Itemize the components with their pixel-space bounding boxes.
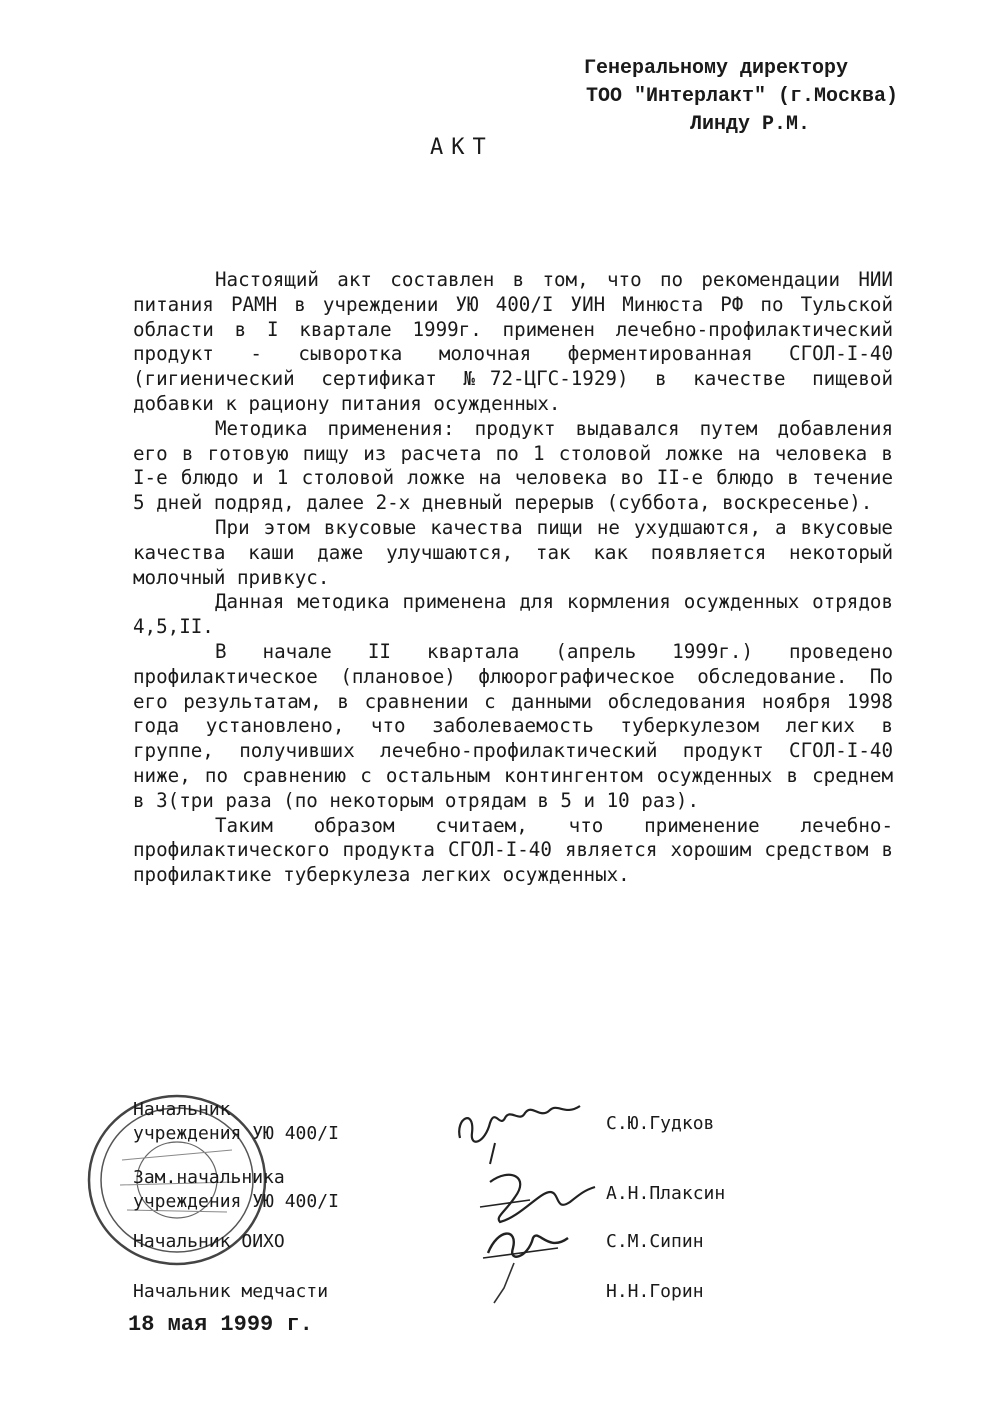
signature-title-3: Начальник ОИХО: [133, 1231, 285, 1252]
signature-title-4: Начальник медчасти: [133, 1281, 329, 1302]
paragraph-method: Методика применения: продукт выдавался путем добавления его в готовую пищу из расчета по 1 столовой ложке на человека в I-е блюдо и 1 столовой ложке на человека во II-е блюдо в течение 5 дней подряд, далее 2-х дневный перерыв (суббота, воскресенье).: [133, 416, 893, 515]
addressee-organization: ТОО "Интерлакт" (г.Москва): [586, 85, 899, 108]
handwritten-signature-4: [484, 1258, 524, 1308]
signatory-name-4: Н.Н.Горин: [606, 1281, 704, 1302]
document-date: 18 мая 1999 г.: [128, 1312, 313, 1337]
paragraph-conclusion: Таким образом считаем, что применение лечебно-профилактического продукта СГОЛ-I-40 является хорошим средством в профилактике туберкулеза легких осужденных.: [133, 813, 893, 887]
signatory-name-1: С.Ю.Гудков: [606, 1113, 715, 1134]
signature-title-1-line2: учреждения УЮ 400/I: [133, 1123, 339, 1144]
addressee-block: [580, 55, 980, 139]
signature-title-1: [133, 1098, 339, 1146]
paragraph-results: В начале II квартала (апрель 1999г.) проведено профилактическое (плановое) флюорографическое обследование. По его результатам, в сравнении с данными обследования ноября 1998 года установлено, что заболеваемость туберкулезом легких в группе, получивших лечебно-профилактический продукт СГОЛ-I-40 ниже, по сравнению с остальным контингентом осужденных в среднем в 3(три раза (по некоторым отрядам в 5 и 10 раз).: [133, 639, 893, 812]
handwritten-signature-1: [450, 1098, 590, 1168]
signatory-name-2: А.Н.Плаксин: [606, 1183, 726, 1204]
signature-title-2: [133, 1166, 339, 1214]
paragraph-units: Данная методика применена для кормления осужденных отрядов 4,5,II.: [133, 590, 893, 639]
signature-title-1-line1: Начальник: [133, 1099, 231, 1120]
signatory-name-3: С.М.Сипин: [606, 1231, 704, 1252]
document-title: АКТ: [430, 135, 494, 160]
signature-title-2-line2: учреждения УЮ 400/I: [133, 1191, 339, 1212]
addressee-position: Генеральному директору: [584, 57, 849, 80]
paragraph-intro: Настоящий акт составлен в том, что по рекомендации НИИ питания РАМН в учреждении УЮ 400/I УИН Минюста РФ по Тульской области в I квартале 1999г. применен лечебно-профилактический продукт - сыворотка молочная ферментированная СГОЛ-I-40 (гигиенический сертификат №72-ЦГС-1929) в качестве пищевой добавки к рациону питания осужденных.: [133, 268, 893, 415]
signature-title-2-line1: Зам.начальника: [133, 1167, 285, 1188]
document-body: [133, 268, 893, 888]
addressee-name: Линду Р.М.: [690, 113, 811, 136]
paragraph-taste: При этом вкусовые качества пищи не ухудшаются, а вкусовые качества каши даже улучшаются, так как появляется некоторый молочный привкус.: [133, 515, 893, 589]
